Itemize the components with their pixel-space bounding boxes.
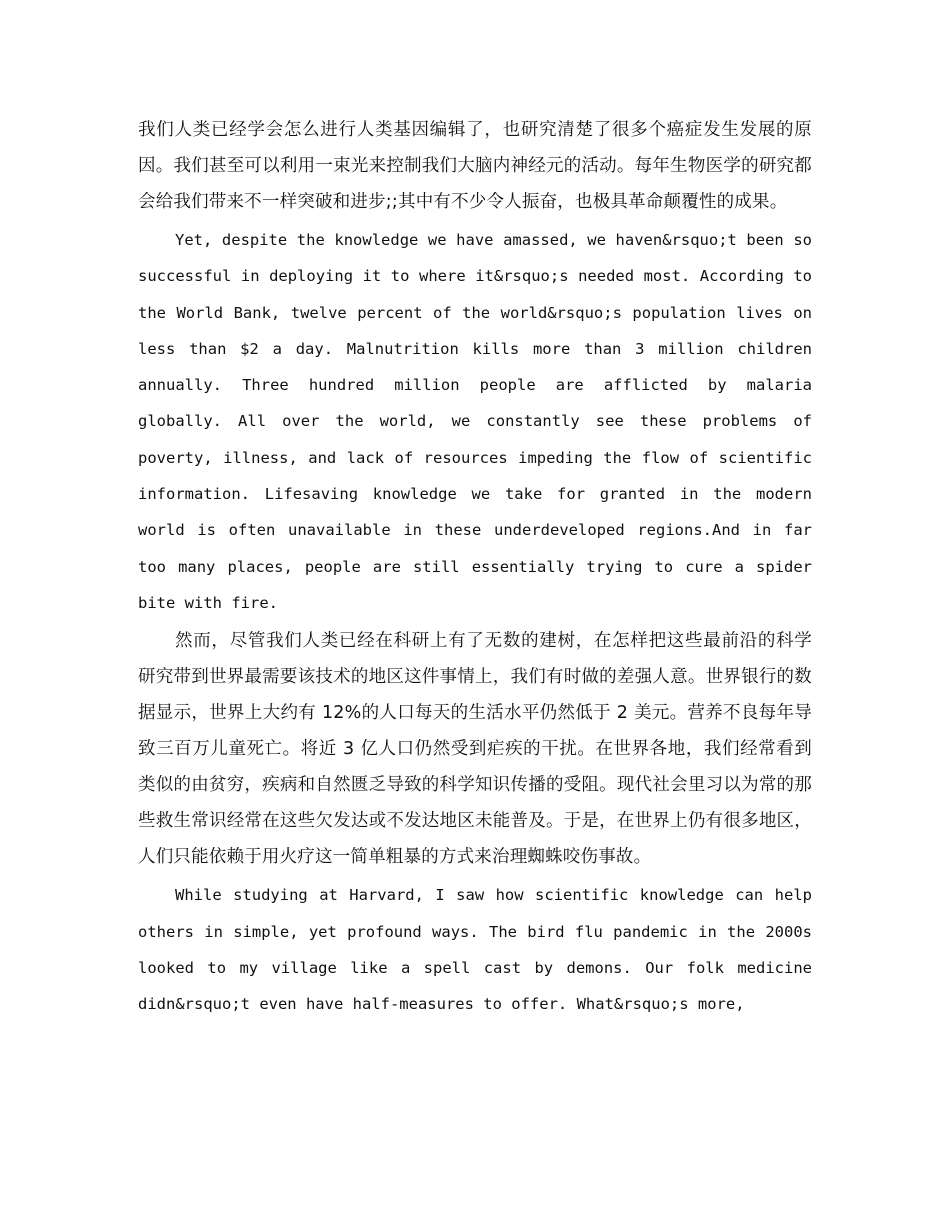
paragraph-en-1: Yet, despite the knowledge we have amassed, we haven&rsquo;t been so successful in deploying it to where it&rsquo;s needed most. According to the World Bank, twelve percent of the world&rsquo;s population lives on less than $2 a day. Malnutrition kills more than 3 million children annually. Three hundred million people are afflicted by malaria globally. All over the world, we constantly see these problems of poverty, illness, and lack of resources impeding the flow of scientific information. Lifesaving knowledge we take for granted in the modern world is often unavailable in these underdeveloped regions.And in far too many places, people are still essentially trying to cure a spider bite with fire. xyxy=(138,231,812,612)
paragraph-en-2: While studying at Harvard, I saw how scientific knowledge can help others in simple, yet profound ways. The bird flu pandemic in the 2000s looked to my village like a spell cast by demons. Our folk medicine didn&rsquo;t even have half-measures to offer. What&rsquo;s more, xyxy=(138,886,812,1014)
document-body xyxy=(138,112,812,1024)
paragraph-zh-2: 然而，尽管我们人类已经在科研上有了无数的建树，在怎样把这些最前沿的科学研究带到世界最需要该技术的地区这件事情上，我们有时做的差强人意。世界银行的数据显示，世界上大约有 12%的人口每天的生活水平仍然低于 2 美元。营养不良每年导致三百万儿童死亡。将近 3 亿人口仍然受到疟疾的干扰。在世界各地，我们经常看到类似的由贫穷，疾病和自然匮乏导致的科学知识传播的受阻。现代社会里习以为常的那些救生常识经常在这些欠发达或不发达地区未能普及。于是，在世界上仍有很多地区，人们只能依赖于用火疗这一简单粗暴的方式来治理蜘蛛咬伤事故。 xyxy=(138,631,812,868)
paragraph-zh-1: 我们人类已经学会怎么进行人类基因编辑了，也研究清楚了很多个癌症发生发展的原因。我们甚至可以利用一束光来控制我们大脑内神经元的活动。每年生物医学的研究都会给我们带来不一样突破和进步;;其中有不少令人振奋，也极具革命颠覆性的成果。 xyxy=(138,120,812,212)
